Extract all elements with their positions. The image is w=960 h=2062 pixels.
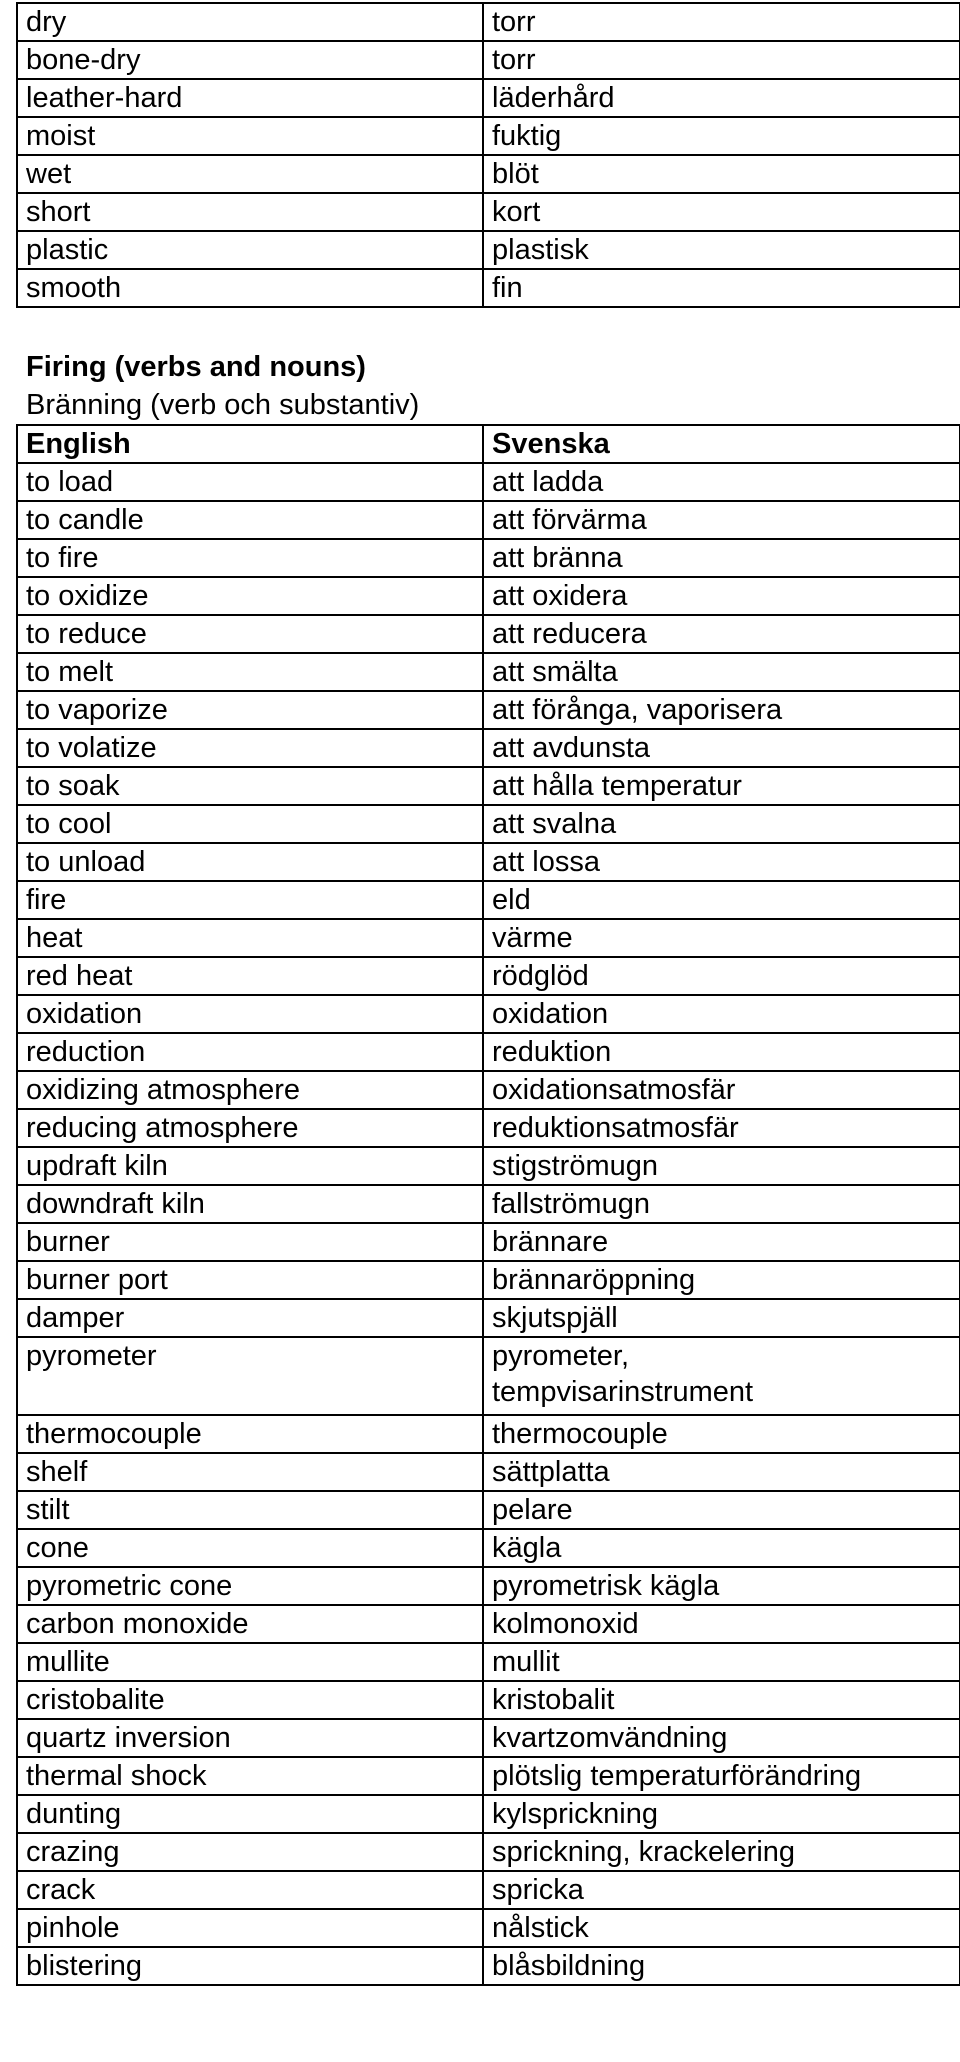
table-row [17,1795,960,1833]
table-row [17,1071,960,1109]
swedish-term: brännaröppning [483,1261,960,1299]
table-row [17,41,960,79]
swedish-term: nålstick [483,1909,960,1947]
table-row [17,1529,960,1567]
table-row [17,1415,960,1453]
table-row [17,805,960,843]
swedish-term: läderhård [483,79,960,117]
table-row [17,577,960,615]
english-term: burner [17,1223,483,1261]
table-row [17,1681,960,1719]
table-row [17,1909,960,1947]
table-row [17,539,960,577]
english-term: reduction [17,1033,483,1071]
swedish-term: plötslig temperaturförändring [483,1757,960,1795]
swedish-term: rödglöd [483,957,960,995]
english-term: thermal shock [17,1757,483,1795]
swedish-term: blåsbildning [483,1947,960,1985]
english-term: to cool [17,805,483,843]
english-term: bone-dry [17,41,483,79]
english-term: red heat [17,957,483,995]
english-term: pinhole [17,1909,483,1947]
swedish-term: pelare [483,1491,960,1529]
swedish-term: brännare [483,1223,960,1261]
clay-state-table [16,2,960,308]
swedish-term: skjutspjäll [483,1299,960,1337]
table-row [17,1947,960,1985]
table-row [17,79,960,117]
swedish-term: sättplatta [483,1453,960,1491]
swedish-term: fuktig [483,117,960,155]
english-term: oxidizing atmosphere [17,1071,483,1109]
swedish-term: att avdunsta [483,729,960,767]
table-row [17,615,960,653]
table-row [17,729,960,767]
swedish-term: kort [483,193,960,231]
table-row [17,653,960,691]
firing-table-header [17,425,960,463]
english-term: mullite [17,1643,483,1681]
swedish-term: eld [483,881,960,919]
english-term: crazing [17,1833,483,1871]
swedish-term: torr [483,3,960,41]
table-row [17,269,960,307]
swedish-term: att oxidera [483,577,960,615]
swedish-term: pyrometer, tempvisarinstrument [483,1337,960,1415]
table-row [17,1757,960,1795]
table-row [17,1261,960,1299]
english-term: downdraft kiln [17,1185,483,1223]
table-row [17,1643,960,1681]
english-term: to oxidize [17,577,483,615]
table-row [17,1185,960,1223]
english-term: dry [17,3,483,41]
swedish-term: reduktionsatmosfär [483,1109,960,1147]
table-row [17,1033,960,1071]
firing-table-body [17,425,960,1985]
swedish-term: kvartzomvändning [483,1719,960,1757]
table-row [17,995,960,1033]
swedish-term: thermocouple [483,1415,960,1453]
table-row [17,1147,960,1185]
swedish-term: att svalna [483,805,960,843]
table-row [17,1109,960,1147]
table-row [17,1567,960,1605]
table-row [17,957,960,995]
english-term: carbon monoxide [17,1605,483,1643]
swedish-term: blöt [483,155,960,193]
section-subtitle: Bränning (verb och substantiv) [26,389,420,421]
table-row [17,1299,960,1337]
english-term: to reduce [17,615,483,653]
swedish-term: kylsprickning [483,1795,960,1833]
table-row [17,463,960,501]
table-row [17,1833,960,1871]
swedish-term: att bränna [483,539,960,577]
english-term: blistering [17,1947,483,1985]
swedish-term: spricka [483,1871,960,1909]
english-term: updraft kiln [17,1147,483,1185]
english-term: to melt [17,653,483,691]
swedish-term: kägla [483,1529,960,1567]
english-term: to fire [17,539,483,577]
table-row [17,767,960,805]
english-term: crack [17,1871,483,1909]
table-row [17,231,960,269]
english-term: to unload [17,843,483,881]
table-row [17,1871,960,1909]
swedish-term: kolmonoxid [483,1605,960,1643]
swedish-term: mullit [483,1643,960,1681]
english-term: moist [17,117,483,155]
english-term: cristobalite [17,1681,483,1719]
swedish-term: värme [483,919,960,957]
swedish-term: plastisk [483,231,960,269]
english-term: pyrometer [17,1337,483,1415]
firing-table [16,424,960,1986]
header-english: English [17,425,483,463]
english-term: oxidation [17,995,483,1033]
english-term: wet [17,155,483,193]
swedish-term: kristobalit [483,1681,960,1719]
table-row [17,193,960,231]
table-row [17,501,960,539]
english-term: heat [17,919,483,957]
english-term: dunting [17,1795,483,1833]
english-term: plastic [17,231,483,269]
swedish-term: torr [483,41,960,79]
swedish-term: att hålla temperatur [483,767,960,805]
english-term: to candle [17,501,483,539]
table-row [17,881,960,919]
table-row [17,691,960,729]
english-term: stilt [17,1491,483,1529]
swedish-term: reduktion [483,1033,960,1071]
section-gap [16,308,949,348]
swedish-term: att förvärma [483,501,960,539]
english-term: to volatize [17,729,483,767]
swedish-term: att förånga, vaporisera [483,691,960,729]
swedish-term: oxidationsatmosfär [483,1071,960,1109]
english-term: damper [17,1299,483,1337]
english-term: short [17,193,483,231]
english-term: to load [17,463,483,501]
table-row [17,919,960,957]
table-row [17,1453,960,1491]
english-term: smooth [17,269,483,307]
swedish-term: att ladda [483,463,960,501]
table-row [17,1223,960,1261]
table-row [17,3,960,41]
table-row [17,1719,960,1757]
table-row [17,1337,960,1415]
section-title: Firing (verbs and nouns) [26,351,366,383]
swedish-term: oxidation [483,995,960,1033]
english-term: shelf [17,1453,483,1491]
english-term: to soak [17,767,483,805]
clay-state-table-body [17,3,960,307]
table-row [17,117,960,155]
swedish-term: att lossa [483,843,960,881]
english-term: to vaporize [17,691,483,729]
english-term: pyrometric cone [17,1567,483,1605]
table-row [17,843,960,881]
english-term: leather-hard [17,79,483,117]
english-term: fire [17,881,483,919]
english-term: reducing atmosphere [17,1109,483,1147]
table-row [17,155,960,193]
english-term: thermocouple [17,1415,483,1453]
header-svenska: Svenska [483,425,960,463]
english-term: cone [17,1529,483,1567]
swedish-term: fin [483,269,960,307]
glossary-page [16,2,949,1986]
swedish-term: fallströmugn [483,1185,960,1223]
table-row [17,1605,960,1643]
swedish-term: sprickning, krackelering [483,1833,960,1871]
swedish-term: pyrometrisk kägla [483,1567,960,1605]
swedish-term: att smälta [483,653,960,691]
english-term: burner port [17,1261,483,1299]
table-row [17,1491,960,1529]
swedish-term: att reducera [483,615,960,653]
swedish-term: stigströmugn [483,1147,960,1185]
english-term: quartz inversion [17,1719,483,1757]
